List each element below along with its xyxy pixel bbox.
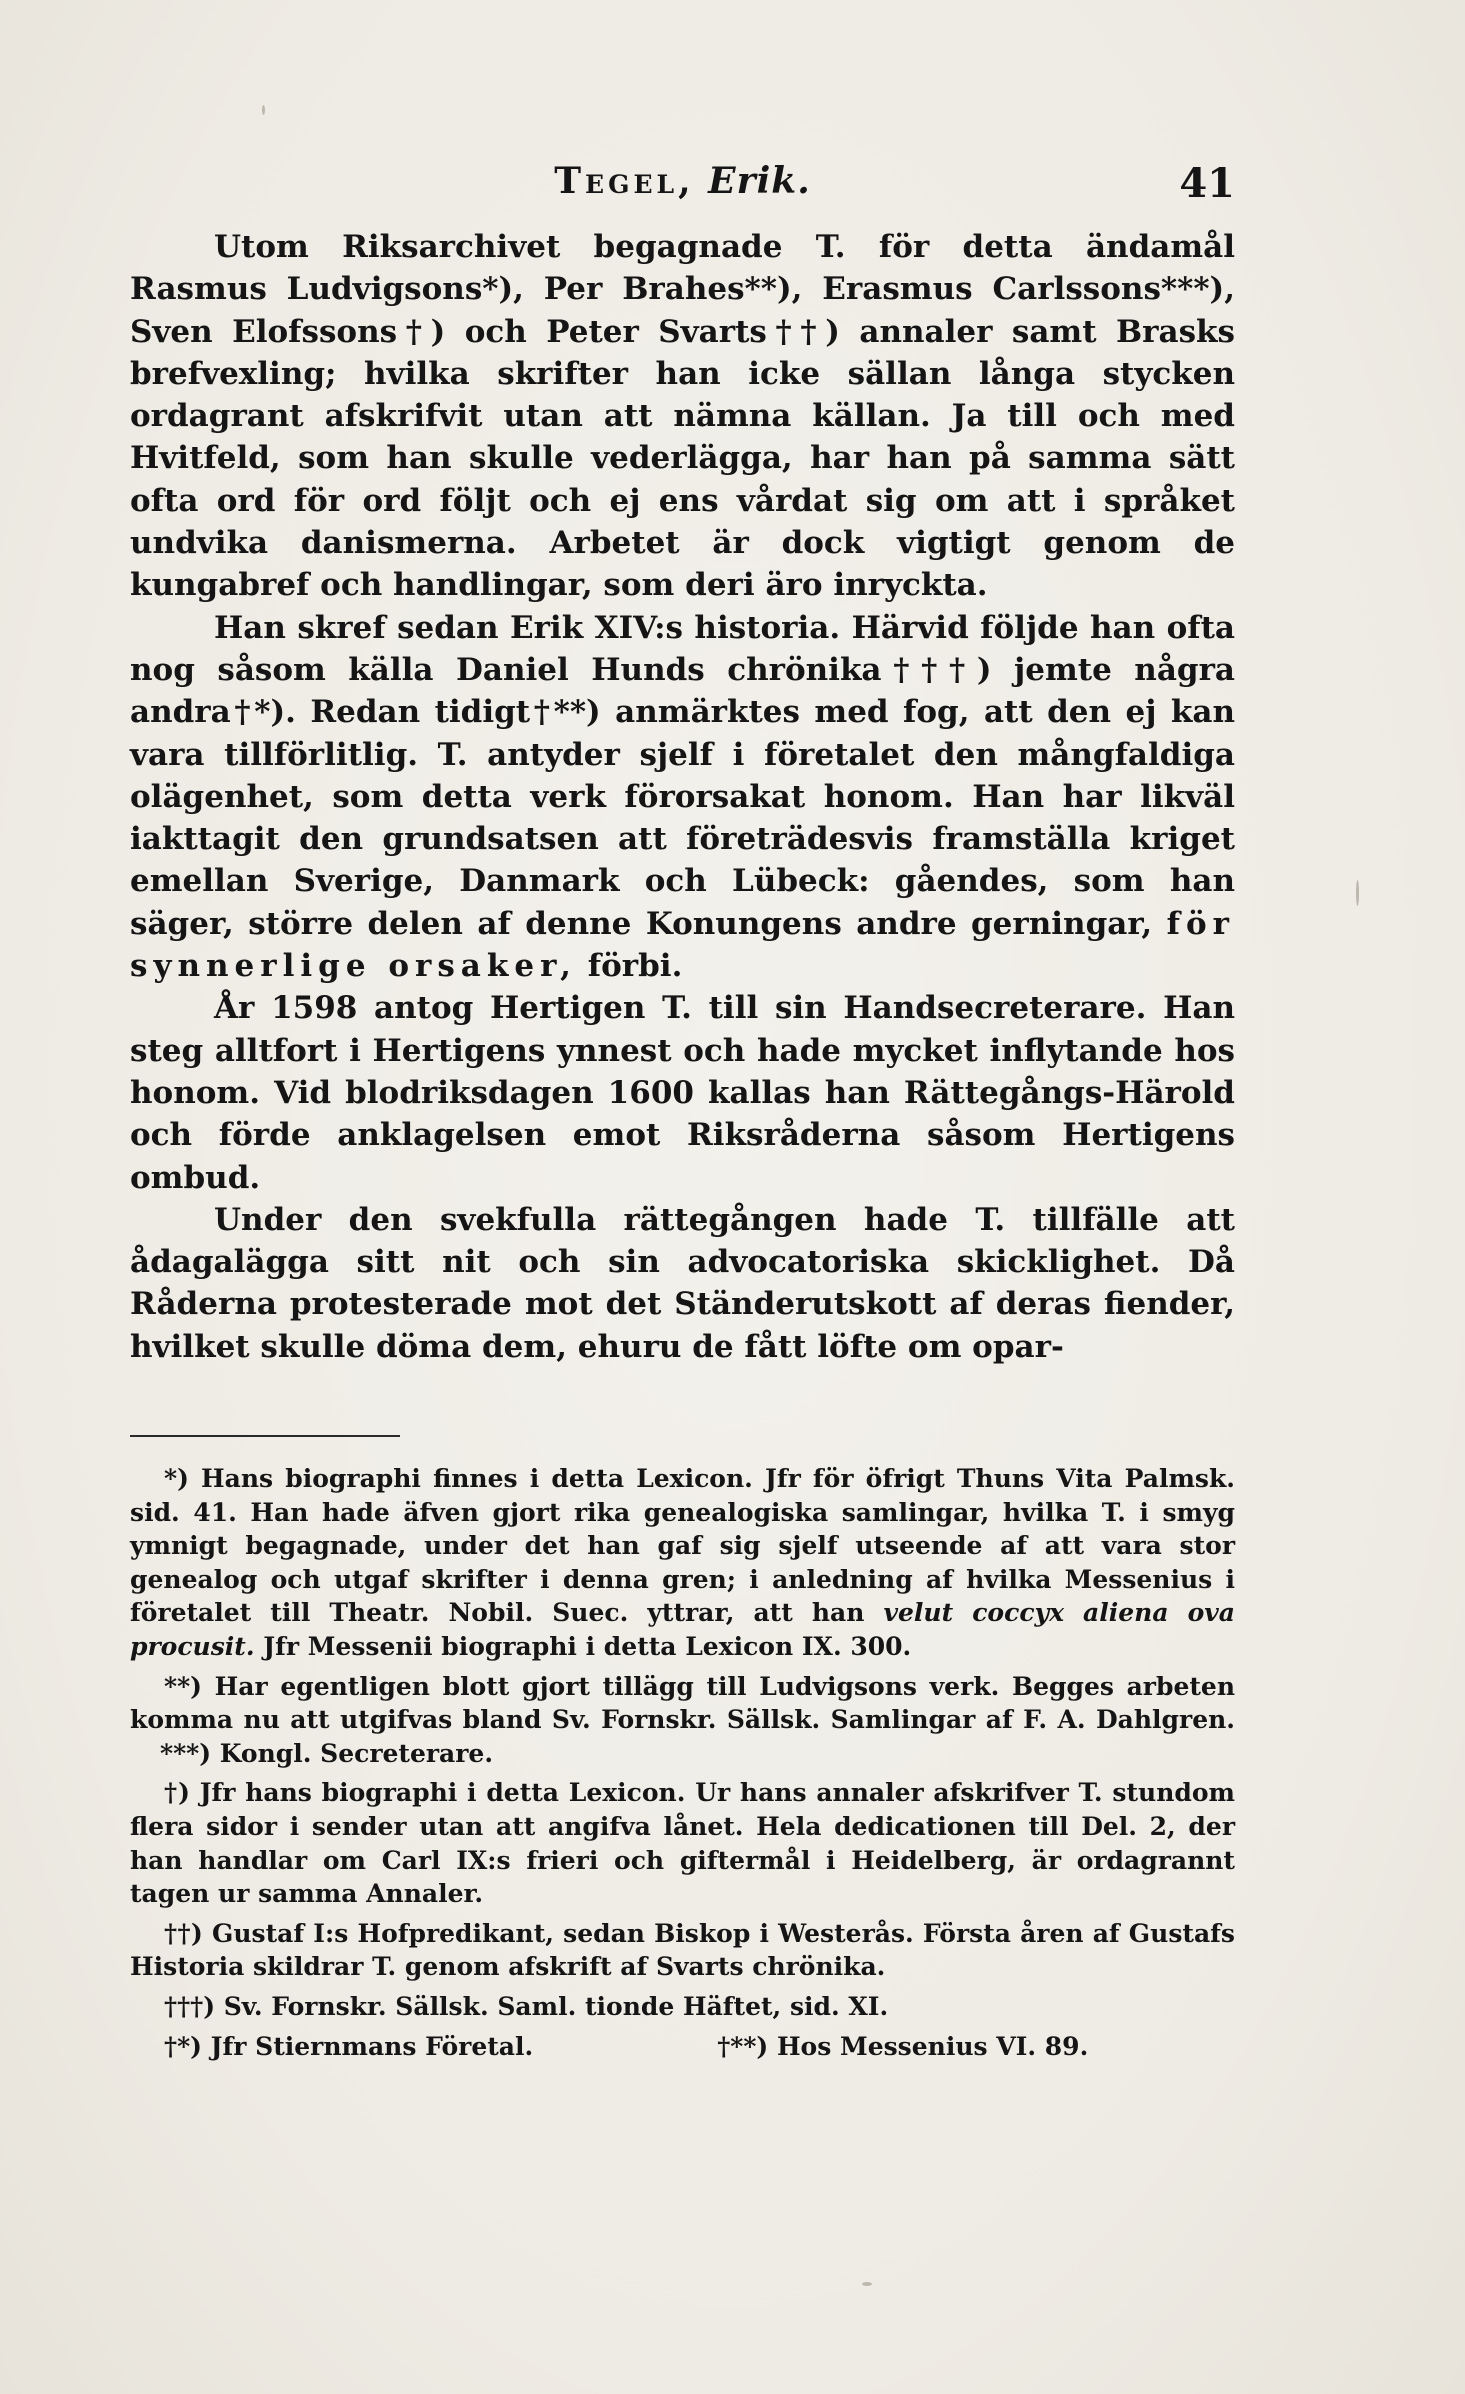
running-head-name: Tegel, <box>554 160 695 202</box>
main-text <box>130 226 1235 1368</box>
footnote-2 <box>130 1670 1235 1771</box>
spaced-emphasis: för synnerlige orsaker, <box>130 905 1235 985</box>
footnote-7: †*) Jfr Stiernmans Företal. <box>164 2031 534 2061</box>
footnote-3: ***) Kongl. Secreterare. <box>160 1738 494 1768</box>
footnote-text: **) Har egentligen blott gjort tillägg till Ludvigsons verk. Begges arbeten komma nu att utgifvas bland Sv. Fornskr. Sällsk. Samlingar af F. A. Dahlgren. <box>130 1671 1235 1735</box>
paragraph-text: förbi. <box>587 948 683 985</box>
running-head-given-name: Erik. <box>708 160 811 202</box>
page-header <box>130 160 1235 210</box>
footnote-4: †) Jfr hans biographi i detta Lexicon. Ur hans annaler afskrifver T. stundom flera sidor i sender utan att angifva lånet. Hela dedicationen till Del. 2, der han handlar om Carl IX:s frieri och giftermål i Heidelberg, är ordagrannt tagen ur samma Annaler. <box>130 1778 1235 1909</box>
paragraph-erik-xiv-history <box>130 607 1235 988</box>
footnote-rule <box>130 1435 400 1437</box>
footnotes <box>130 1462 1235 2063</box>
paper-speck <box>862 2282 872 2286</box>
footnote-6: †††) Sv. Fornskr. Sällsk. Saml. tionde Häftet, sid. XI. <box>164 1991 889 2021</box>
paragraph-sources: Utom Riksarchivet begagnade T. för detta ändamål Rasmus Ludvigsons*), Per Brahes**), Erasmus Carlssons***), Sven Elofssons†) och Peter Svarts††) annaler samt Brasks brefvexling; hvilka skrifter han icke sällan långa stycken ordagrant afskrifvit utan att nämna källan. Ja till och med Hvitfeld, som han skulle vederlägga, har han på samma sätt ofta ord för ord följt och ej ens vårdat sig om att i språket undvika danismerna. Arbetet är dock vigtigt genom de kungabref och handlingar, som deri äro inryckta. <box>130 229 1235 604</box>
paper-speck <box>1356 880 1359 906</box>
paragraph-secretary: År 1598 antog Hertigen T. till sin Handsecreterare. Han steg alltfort i Hertigens ynnest och hade mycket inflytande hos honom. Vid blodriksdagen 1600 kallas han Rättegångs-Härold och förde anklagelsen emot Riksråderna såsom Hertigens ombud. <box>130 990 1235 1196</box>
page-number: 41 <box>1179 160 1235 207</box>
footnote-pair <box>130 2030 1235 2064</box>
paragraph-trial: Under den svekfulla rättegången hade T. tillfälle att ådagalägga sitt nit och sin advocatoriska skicklighet. Då Råderna protesterade mot det Ständerutskott af deras fiender, hvilket skulle döma dem, ehuru de fått löfte om opar- <box>130 1201 1235 1365</box>
footnote-8: †**) Hos Messenius VI. 89. <box>717 2031 1089 2061</box>
running-head <box>130 160 1235 202</box>
footnote-text: *) Hans biographi finnes i detta Lexicon. Jfr för öfrigt Thuns Vita Palmsk. sid. 41. Han hade äfven gjort rika genealogiska samlingar, hvilka T. i smyg ymnigt begagnade, under det han gaf sig sjelf utseende af att vara stor genealog och utgaf skrifter i denna gren; i anledning af hvilka Messenius i företalet till Theatr. Nobil. Suec. yttrar, att han <box>130 1464 1235 1628</box>
footnote-1 <box>130 1462 1235 1664</box>
footnote-latin-quote: velut coccyx aliena ova procusit. <box>130 1598 1235 1661</box>
paragraph-text: Han skref sedan Erik XIV:s historia. Härvid följde han ofta nog såsom källa Daniel Hunds chrönika†††) jemte några andra†*). Redan tidigt†**) anmärktes med fog, att den ej kan vara tillförlitlig. T. antyder sjelf i företalet den mångfaldiga olägenhet, som detta verk förorsakat honom. Han har likväl iakttagit den grundsatsen att företrädesvis framställa kriget emellan Sverige, Danmark och Lübeck: gåendes, som han säger, större delen af denne Konungens andre gerningar, <box>130 609 1235 942</box>
footnote-5: ††) Gustaf I:s Hofpredikant, sedan Biskop i Westerås. Första åren af Gustafs Historia skildrar T. genom afskrift af Svarts chrönika. <box>130 1918 1235 1982</box>
footnote-text: Jfr Messenii biographi i detta Lexicon IX. 300. <box>263 1631 912 1661</box>
paper-speck <box>262 105 265 115</box>
